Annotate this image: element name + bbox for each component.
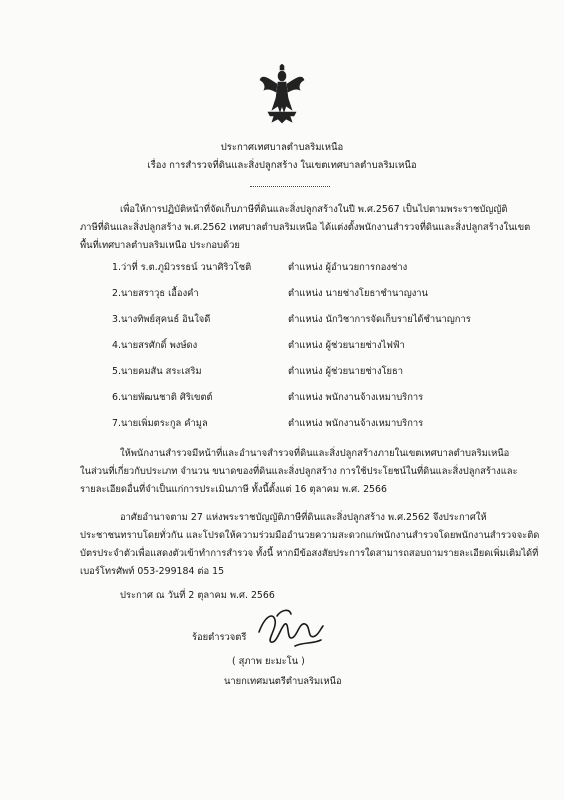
handwritten-signature [255,606,327,652]
title-divider [250,186,330,187]
staff-position: ตำแหน่ง ผู้อำนวยการกองช่าง [288,262,408,273]
duties-line-3: รายละเอียดอื่นที่จำเป็นแก่การประเมินภาษี ทั้งนี้ตั้งแต่ 16 ตุลาคม พ.ศ. 2566 [80,484,387,495]
staff-position: ตำแหน่ง ผู้ช่วยนายช่างไฟฟ้า [288,340,405,351]
staff-position: ตำแหน่ง พนักงานจ้างเหมาบริการ [288,392,424,403]
staff-name: 4.นายสรศักดิ์ พงษ์ดง [112,340,198,351]
intro-line-1: เพื่อให้การปฏิบัติหน้าที่จัดเก็บภาษีที่ดินและสิ่งปลูกสร้างในปี พ.ศ.2567 เป็นไปตามพระราชบัญญัติ [120,204,508,215]
signer-name: ( สุภาพ ยะมะโน ) [232,656,305,667]
duties-line-1: ให้พนักงานสำรวจมีหน้าที่และอำนาจสำรวจที่ดินและสิ่งปลูกสร้างภายในเขตเทศบาลตำบลริมเหนือ [120,448,510,459]
staff-position: ตำแหน่ง ผู้ช่วยนายช่างโยธา [288,366,404,377]
announcement-org: ประกาศเทศบาลตำบลริมเหนือ [220,142,344,153]
announcement-date: ประกาศ ณ วันที่ 2 ตุลาคม พ.ศ. 2566 [120,590,275,601]
signer-title: นายกเทศมนตรีตำบลริมเหนือ [224,676,342,687]
staff-name: 6.นายพัฒนชาติ ศิริเขตต์ [112,392,213,403]
staff-position: ตำแหน่ง พนักงานจ้างเหมาบริการ [288,418,424,429]
duties-line-2: ในส่วนที่เกี่ยวกับประเภท จำนวน ขนาดของที่ดินและสิ่งปลูกสร้าง การใช้ประโยชน์ในที่ดินและสิ่งปลูกสร้างและ [80,466,518,477]
staff-name: 2.นายสราวุธ เอื้องคำ [112,288,199,299]
intro-line-3: พื้นที่เทศบาลตำบลริมเหนือ ประกอบด้วย [80,240,240,251]
announcement-subject: เรื่อง การสำรวจที่ดินและสิ่งปลูกสร้าง ในเขตเทศบาลตำบลริมเหนือ [147,160,417,171]
authority-line-4: เบอร์โทรศัพท์ 053-299184 ต่อ 15 [80,566,225,577]
intro-line-2: ภาษีที่ดินและสิ่งปลูกสร้าง พ.ศ.2562 เทศบาลตำบลริมเหนือ ได้แต่งตั้งพนักงานสำรวจที่ดินและสิ่งปลูกสร้างในเขต [80,222,531,233]
authority-line-3: บัตรประจำตัวเพื่อแสดงตัวเข้าทำการสำรวจ ทั้งนี้ หากมีข้อสงสัยประการใดสามารถสอบถามรายละเอียดเพิ่มเติมได้ที่ [80,548,539,559]
staff-name: 3.นางทิพย์สุคนธ์ อินใจดี [112,314,211,325]
signer-rank: ร้อยตำรวจตรี [192,632,247,643]
garuda-emblem-icon [258,64,306,124]
staff-position: ตำแหน่ง นายช่างโยธาชำนาญงาน [288,288,428,299]
authority-line-1: อาศัยอำนาจตาม 27 แห่งพระราชบัญญัติภาษีที่ดินและสิ่งปลูกสร้าง พ.ศ.2562 จึงประกาศให้ [120,512,487,523]
authority-line-2: ประชาชนทราบโดยทั่วกัน และโปรดให้ความร่วมมืออำนวยความสะดวกแก่พนักงานสำรวจโดยพนักงานสำรวจจะติด [80,530,540,541]
staff-position: ตำแหน่ง นักวิชาการจัดเก็บรายได้ชำนาญการ [288,314,471,325]
staff-name: 7.นายเพิ่มตระกูล คำมูล [112,418,208,429]
staff-name: 5.นายคมสัน สระเสริม [112,366,202,377]
staff-name: 1.ว่าที่ ร.ต.ภูมิวรรธน์ วนาศิริวโชติ [112,262,252,273]
